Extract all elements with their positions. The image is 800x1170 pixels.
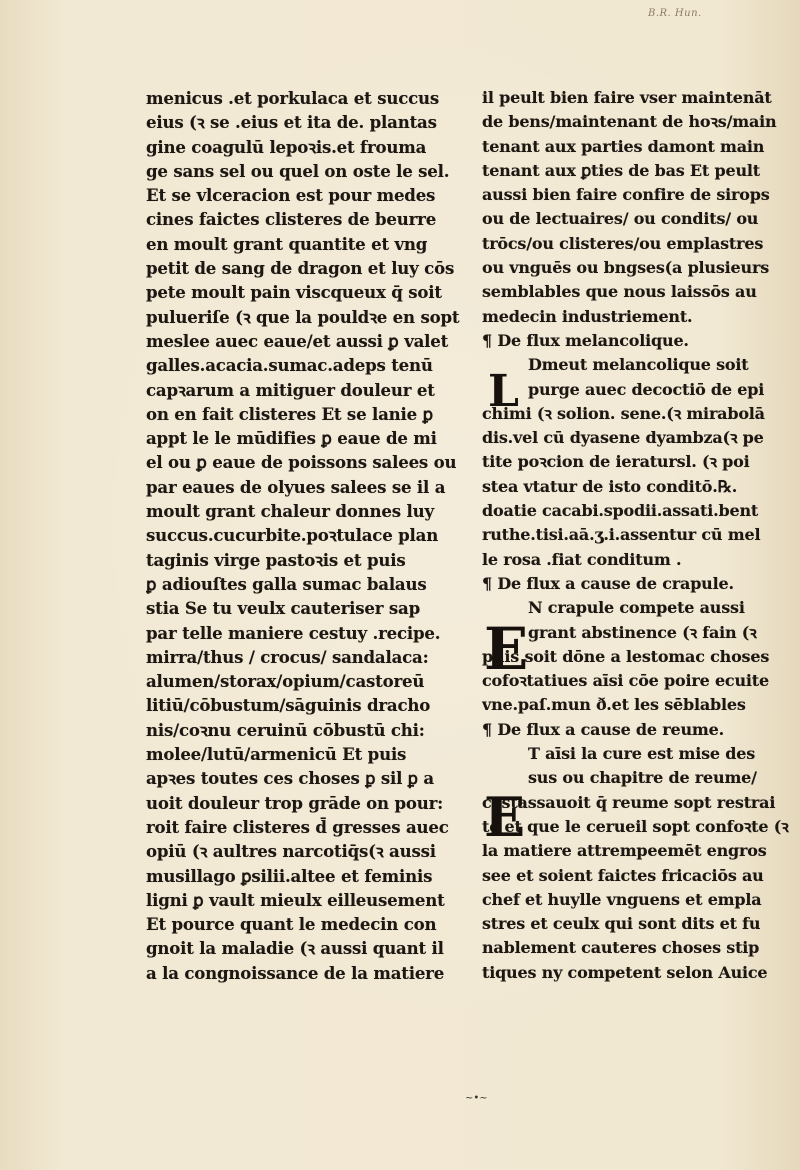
left-column-line: stia Se tu veulx cauteriser sap: [146, 598, 421, 619]
left-column-line: ge sans sel ou quel on oste le sel.: [146, 160, 450, 181]
right-column-line: tenant aux ꝑties de bas Et peult: [482, 160, 760, 180]
left-column-line: gine coagulū lepoꝛis.et frouma: [146, 136, 427, 157]
left-column-line: molee/lutū/armenicū Et puis: [146, 744, 407, 765]
left-column-line: uoit douleur trop grāde on pour:: [146, 792, 444, 813]
right-column-line: medecin industriement.: [482, 306, 693, 326]
right-column-line: de bens/maintenant de hoꝛs/main: [482, 112, 777, 132]
right-column-line: vne.paſ.mun ð.et les sēblables: [482, 695, 746, 715]
right-column-line: ou de lectuaires/ ou condits/ ou: [482, 209, 759, 229]
right-column-line: tiques ny competent selon Auice: [482, 962, 768, 982]
right-column-line: stres et ceulx qui sont dits et fu: [482, 914, 761, 934]
left-column-line: opiū (ꝛ aultres narcotiq̄s(ꝛ aussi: [146, 841, 436, 862]
left-column-line: galles.acacia.sumac.adeps tenū: [146, 355, 433, 376]
right-column-line: tite poꝛcion de ieratursl. (ꝛ poi: [482, 452, 750, 472]
right-column-line: ¶ De flux a cause de reume.: [482, 719, 724, 739]
left-column-line: Et se vlceracion est pour medes: [146, 185, 436, 206]
folio-mark: ~•~: [465, 1093, 488, 1104]
right-column-line: chimi (ꝛ solion. sene.(ꝛ mirabolā: [482, 403, 765, 423]
left-column-line: el ou ꝑ eaue de poissons salees ou: [146, 452, 457, 473]
right-column-line: sus ou chapitre de reume/: [528, 768, 757, 788]
left-column-line: ꝑ adiouſtes galla sumac balaus: [146, 573, 427, 594]
right-column-line: ruthe.tisi.aā.ʒ.i.assentur cū mel: [482, 525, 761, 545]
left-column-line: apꝛes toutes ces choses ꝑ sil ꝑ a: [146, 768, 434, 789]
left-column-line: on en fait clisteres Et se lanie ꝑ: [146, 403, 433, 424]
right-column-line: trōcs/ou clisteres/ou emplastres: [482, 233, 764, 253]
right-column-line: le rosa .fiat conditum .: [482, 549, 682, 569]
left-column-line: litiū/cōbustum/sāguinis dracho: [146, 695, 431, 716]
left-column-line: musillago ꝑsilii.altee et feminis: [146, 865, 433, 886]
right-column-line: puis soit dōne a lestomac choses: [482, 646, 770, 666]
right-column-line: stea vtatur de isto conditō.℞.: [482, 476, 738, 496]
left-column-line: appt le le mūdifies ꝑ eaue de mi: [146, 428, 437, 449]
right-column-line: Dmeut melancolique soit: [528, 355, 749, 375]
right-text-column: [482, 86, 790, 985]
right-column-line: la matiere attrempeemēt engros: [482, 841, 767, 861]
left-column-line: menicus .et porkulaca et succus: [146, 88, 440, 108]
right-column-line: grant abstinence (ꝛ fain (ꝛ: [528, 622, 757, 642]
right-column-line: cofoꝛtatiues aīsi cōe poire ecuite: [482, 671, 769, 691]
left-column-line: moult grant chaleur donnes luy: [146, 501, 434, 522]
right-column-line: N crapule compete aussi: [528, 598, 745, 618]
left-column-line: gnoit la maladie (ꝛ aussi quant il: [146, 938, 444, 959]
right-column-line: ¶ De flux a cause de crapule.: [482, 573, 734, 593]
right-column-line: T aīsi la cure est mise des: [528, 744, 756, 764]
right-column-line: ¶ De flux melancolique.: [482, 330, 689, 350]
left-column-line: pulueriſe (ꝛ que la pouldꝛe en sopt: [146, 306, 460, 327]
reference-note: B.R. Hun.: [648, 8, 702, 19]
left-column-line: par telle maniere cestuy .recipe.: [146, 622, 441, 643]
right-column-line: il peult bien faire vser maintenāt: [482, 88, 772, 107]
right-column-line: chef et huylle vnguens et empla: [482, 889, 762, 909]
right-column-line: semblables que nous laissōs au: [482, 282, 757, 302]
right-column-line: ou vnguēs ou bngses(a plusieurs: [482, 258, 770, 278]
right-column-line: aussi bien faire confire de sirops: [482, 185, 770, 205]
right-column-line: doatie cacabi.spodii.assati.bent: [482, 501, 759, 521]
left-column-line: en moult grant quantite et vng: [146, 233, 428, 254]
right-column-line: purge auec decoctiō de epi: [528, 379, 765, 399]
right-column-line: te et que le cerueil sopt confoꝛte (ꝛ: [482, 816, 789, 836]
right-column-line: cestassauoit q̄ reume sopt restrai: [482, 792, 776, 812]
left-column-line: petit de sang de dragon et luy cōs: [146, 258, 455, 279]
left-column-line: meslee auec eaue/et aussi ꝑ valet: [146, 330, 449, 351]
left-column-line: par eaues de olyues salees se il a: [146, 476, 446, 497]
right-column-line: nablement cauteres choses stip: [482, 938, 760, 958]
left-column-line: alumen/storax/opium/castoreū: [146, 671, 425, 692]
left-column-line: roit faire clisteres d̄ gresses auec: [146, 816, 449, 837]
decorated-initial-e-reume: E: [484, 785, 526, 849]
left-column-line: mirra/thus / crocus/ sandalaca:: [146, 646, 429, 667]
right-column-line: tenant aux parties damont main: [482, 136, 765, 156]
left-column-line: succus.cucurbite.poꝛtulace plan: [146, 525, 439, 546]
left-column-line: eius (ꝛ se .eius et ita de. plantas: [146, 112, 437, 133]
right-column-line: dis.vel cū dyasene dyambza(ꝛ pe: [482, 428, 764, 448]
left-column-line: a la congnoissance de la matiere: [146, 962, 445, 983]
decorated-initial-e-crapule: E: [484, 615, 529, 683]
left-column-line: Et pource quant le medecin con: [146, 914, 437, 935]
left-column-line: capꝛarum a mitiguer douleur et: [146, 379, 435, 400]
decorated-initial-l: L: [488, 366, 519, 417]
left-text-column: [146, 86, 471, 985]
right-column-line: see et soient faictes fricaciōs au: [482, 865, 764, 885]
left-column-line: ligni ꝑ vault mieulx eilleusement: [146, 889, 445, 910]
left-column-line: cines faictes clisteres de beurre: [146, 209, 437, 230]
left-column-line: taginis virge pastoꝛis et puis: [146, 549, 406, 570]
left-column-line: pete moult pain viscqueux q̄ soit: [146, 282, 442, 303]
left-column-line: nis/coꝛnu ceruinū cōbustū chi:: [146, 719, 425, 740]
